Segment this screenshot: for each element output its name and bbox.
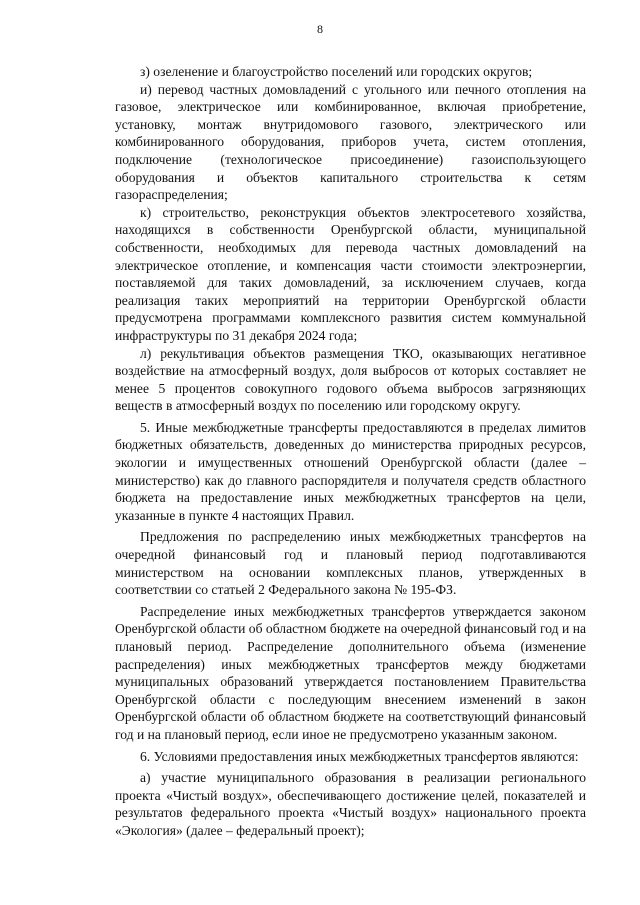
paragraph-z: з) озеленение и благоустройство поселений или городских округов; — [140, 64, 533, 79]
paragraph-l: л) рекультивация объектов размещения ТКО, оказывающих негативное воздействие на атмосферный воздух, доля выбросов от которых составляет не менее 5 процентов совокупного годового объема выбросов загрязняющих веществ в атмосферный воздух по поселению или городскому округу. — [115, 345, 586, 414]
paragraph-5-distribution: Распределение иных межбюджетных трансфертов утверждается законом Оренбургской области об областном бюджете на очередной финансовый год и на плановый период. Распределение дополнительного объема (изменение распределения) иных межбюджетных трансфертов между бюджетами муниципальных образований утверждается постановлением Правительства Оренбургской области с последующим внесением изменений в закон Оренбургской области об областном бюджете на соответствующий финансовый год и на плановый период, если иное не предусмотрено указанным законом. — [115, 603, 586, 742]
paragraph-5-proposals: Предложения по распределению иных межбюджетных трансфертов на очередной финансовый год и плановый период подготавливаются министерством на основании комплексных планов, утвержденных в соответствии со статьей 2 Федерального закона № 195-ФЗ. — [115, 529, 586, 598]
paragraph-i: и) перевод частных домовладений с угольного или печного отопления на газовое, электрическое или комбинированное, включая приобретение, установку, монтаж внутридомового газового, электрического или комбинированного оборудования, приборов учета, систем отопления, подключение (технологическое присоединение) газоиспользующего оборудования и объектов капитального строительства к сетям газораспределения; — [115, 81, 586, 203]
paragraph-k: к) строительство, реконструкция объектов электросетевого хозяйства, находящихся в собственности Оренбургской области, муниципальной собственности, необходимых для перевода частных домовладений на электрическое отопление, и компенсация части стоимости электроэнергии, поставляемой для таких домовладений, за исключением случаев, когда реализация таких мероприятий на территории Оренбургской области предусмотрена программами комплексного развития систем коммунальной инфраструктуры по 31 декабря 2024 года; — [115, 204, 586, 343]
paragraph-5: 5. Иные межбюджетные трансферты предоставляются в пределах лимитов бюджетных обязательств, доведенных до министерства природных ресурсов, экологии и имущественных отношений Оренбургской области (далее – министерство) как до главного распорядителя и получателя средств областного бюджета на предоставление иных межбюджетных трансфертов на цели, указанные в пункте 4 настоящих Правил. — [115, 419, 586, 523]
document-body — [115, 63, 586, 840]
paragraph-6-a: а) участие муниципального образования в реализации регионального проекта «Чистый воздух», обеспечивающего достижение целей, показателей и результатов федерального проекта «Чистый воздух» национального проекта «Экология» (далее – федеральный проект); — [115, 770, 586, 838]
page-number: 8 — [317, 22, 323, 36]
paragraph-6: 6. Условиями предоставления иных межбюджетных трансфертов являются: — [140, 748, 579, 764]
